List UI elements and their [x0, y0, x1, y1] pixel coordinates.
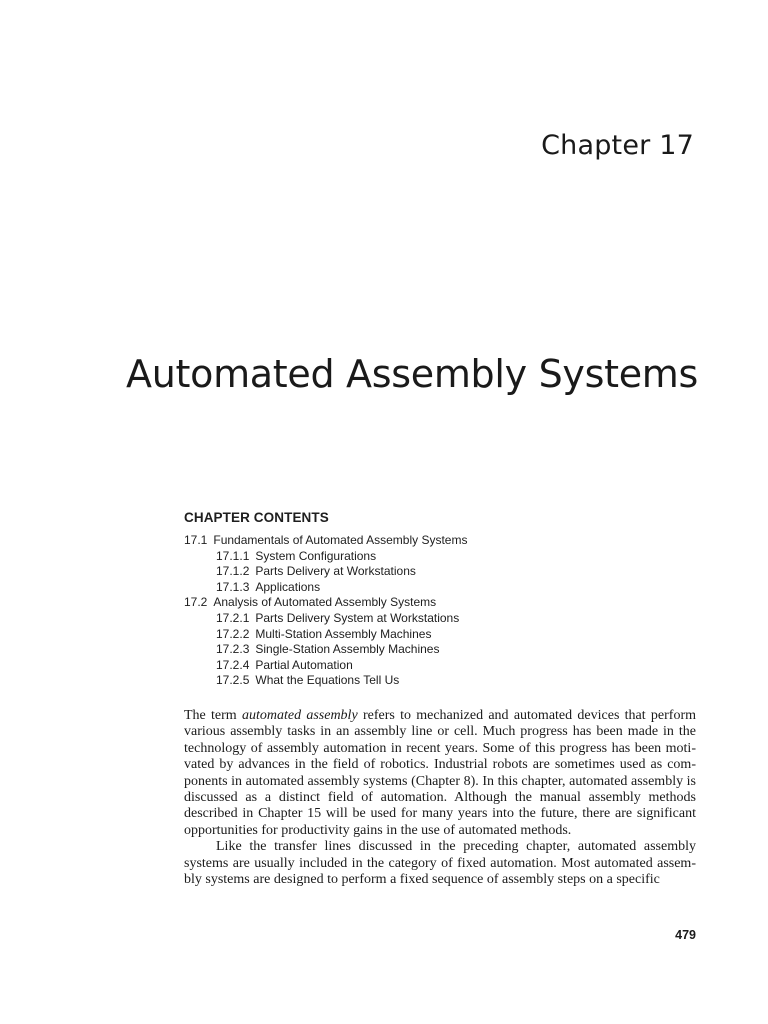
toc-item-label: Partial Automation — [255, 657, 353, 672]
toc-item — [184, 549, 704, 565]
toc-item — [184, 533, 704, 549]
toc-item-label: Fundamentals of Automated Assembly Systems — [213, 533, 468, 547]
toc-item — [184, 673, 704, 689]
toc-item-number: 17.1.1 — [216, 548, 250, 563]
toc-item — [184, 658, 704, 674]
toc-item-label: Multi-Station Assembly Machines — [255, 626, 432, 641]
paragraph-2: Like the transfer lines discussed in the preceding chapter, automated assembly systems are usually included in the category of fixed automation. Most automated assembly systems are designed to perform a fixed sequence of assembly steps on a specific — [184, 839, 696, 888]
chapter-number: Chapter 17 — [541, 130, 694, 161]
toc-item — [184, 611, 704, 627]
toc-item-number: 17.2.5 — [216, 673, 250, 688]
toc-item-label: Analysis of Automated Assembly Systems — [213, 595, 437, 610]
toc-item-number: 17.2.4 — [216, 657, 250, 672]
toc-item — [184, 595, 704, 611]
chapter-contents — [184, 510, 704, 689]
toc-item-label: Parts Delivery System at Workstations — [255, 610, 460, 625]
toc-item-number: 17.2 — [184, 595, 208, 610]
toc-item-number: 17.2.2 — [216, 626, 250, 641]
toc-item-label: Single-Station Assembly Machines — [255, 642, 440, 657]
paragraph-1 — [184, 708, 696, 839]
toc-item — [184, 627, 704, 643]
toc-item-number: 17.2.3 — [216, 642, 250, 657]
page-number: 479 — [675, 928, 696, 942]
toc-item — [184, 564, 704, 580]
toc-item-number: 17.1.2 — [216, 564, 250, 579]
toc-item-label: Applications — [255, 579, 321, 594]
toc-item — [184, 580, 704, 596]
toc-item-number: 17.1 — [184, 533, 208, 547]
toc-item-label: System Configurations — [255, 548, 377, 563]
paragraph-1-rest: refers to mechanized and automated devices that perform various assembly tasks in an assembly line or cell. Much progress has been made in the technology of assembly automation in recent years. Some of this progress has been motivated by advances in the field of robotics. Industrial robots are sometimes used as components in automated assembly systems (Chapter 8). In this chapter, automated assembly is discussed as a distinct field of automation. Although the manual assembly methods described in Chapter 15 will be used for many years into the future, there are significant opportunities for productivity gains in the use of automated methods. — [184, 708, 697, 838]
toc-item-label: Parts Delivery at Workstations — [255, 564, 416, 579]
toc-item-label: What the Equations Tell Us — [255, 673, 400, 688]
body-text — [184, 708, 696, 888]
toc-list — [184, 533, 704, 689]
chapter-title: Automated Assembly Systems — [126, 352, 698, 396]
toc-item — [184, 642, 704, 658]
toc-item-number: 17.1.3 — [216, 579, 250, 594]
toc-item-number: 17.2.1 — [216, 610, 250, 625]
contents-heading: CHAPTER CONTENTS — [184, 510, 329, 525]
paragraph-1-lead: The term — [184, 708, 242, 723]
defined-term: automated assembly — [241, 708, 358, 723]
